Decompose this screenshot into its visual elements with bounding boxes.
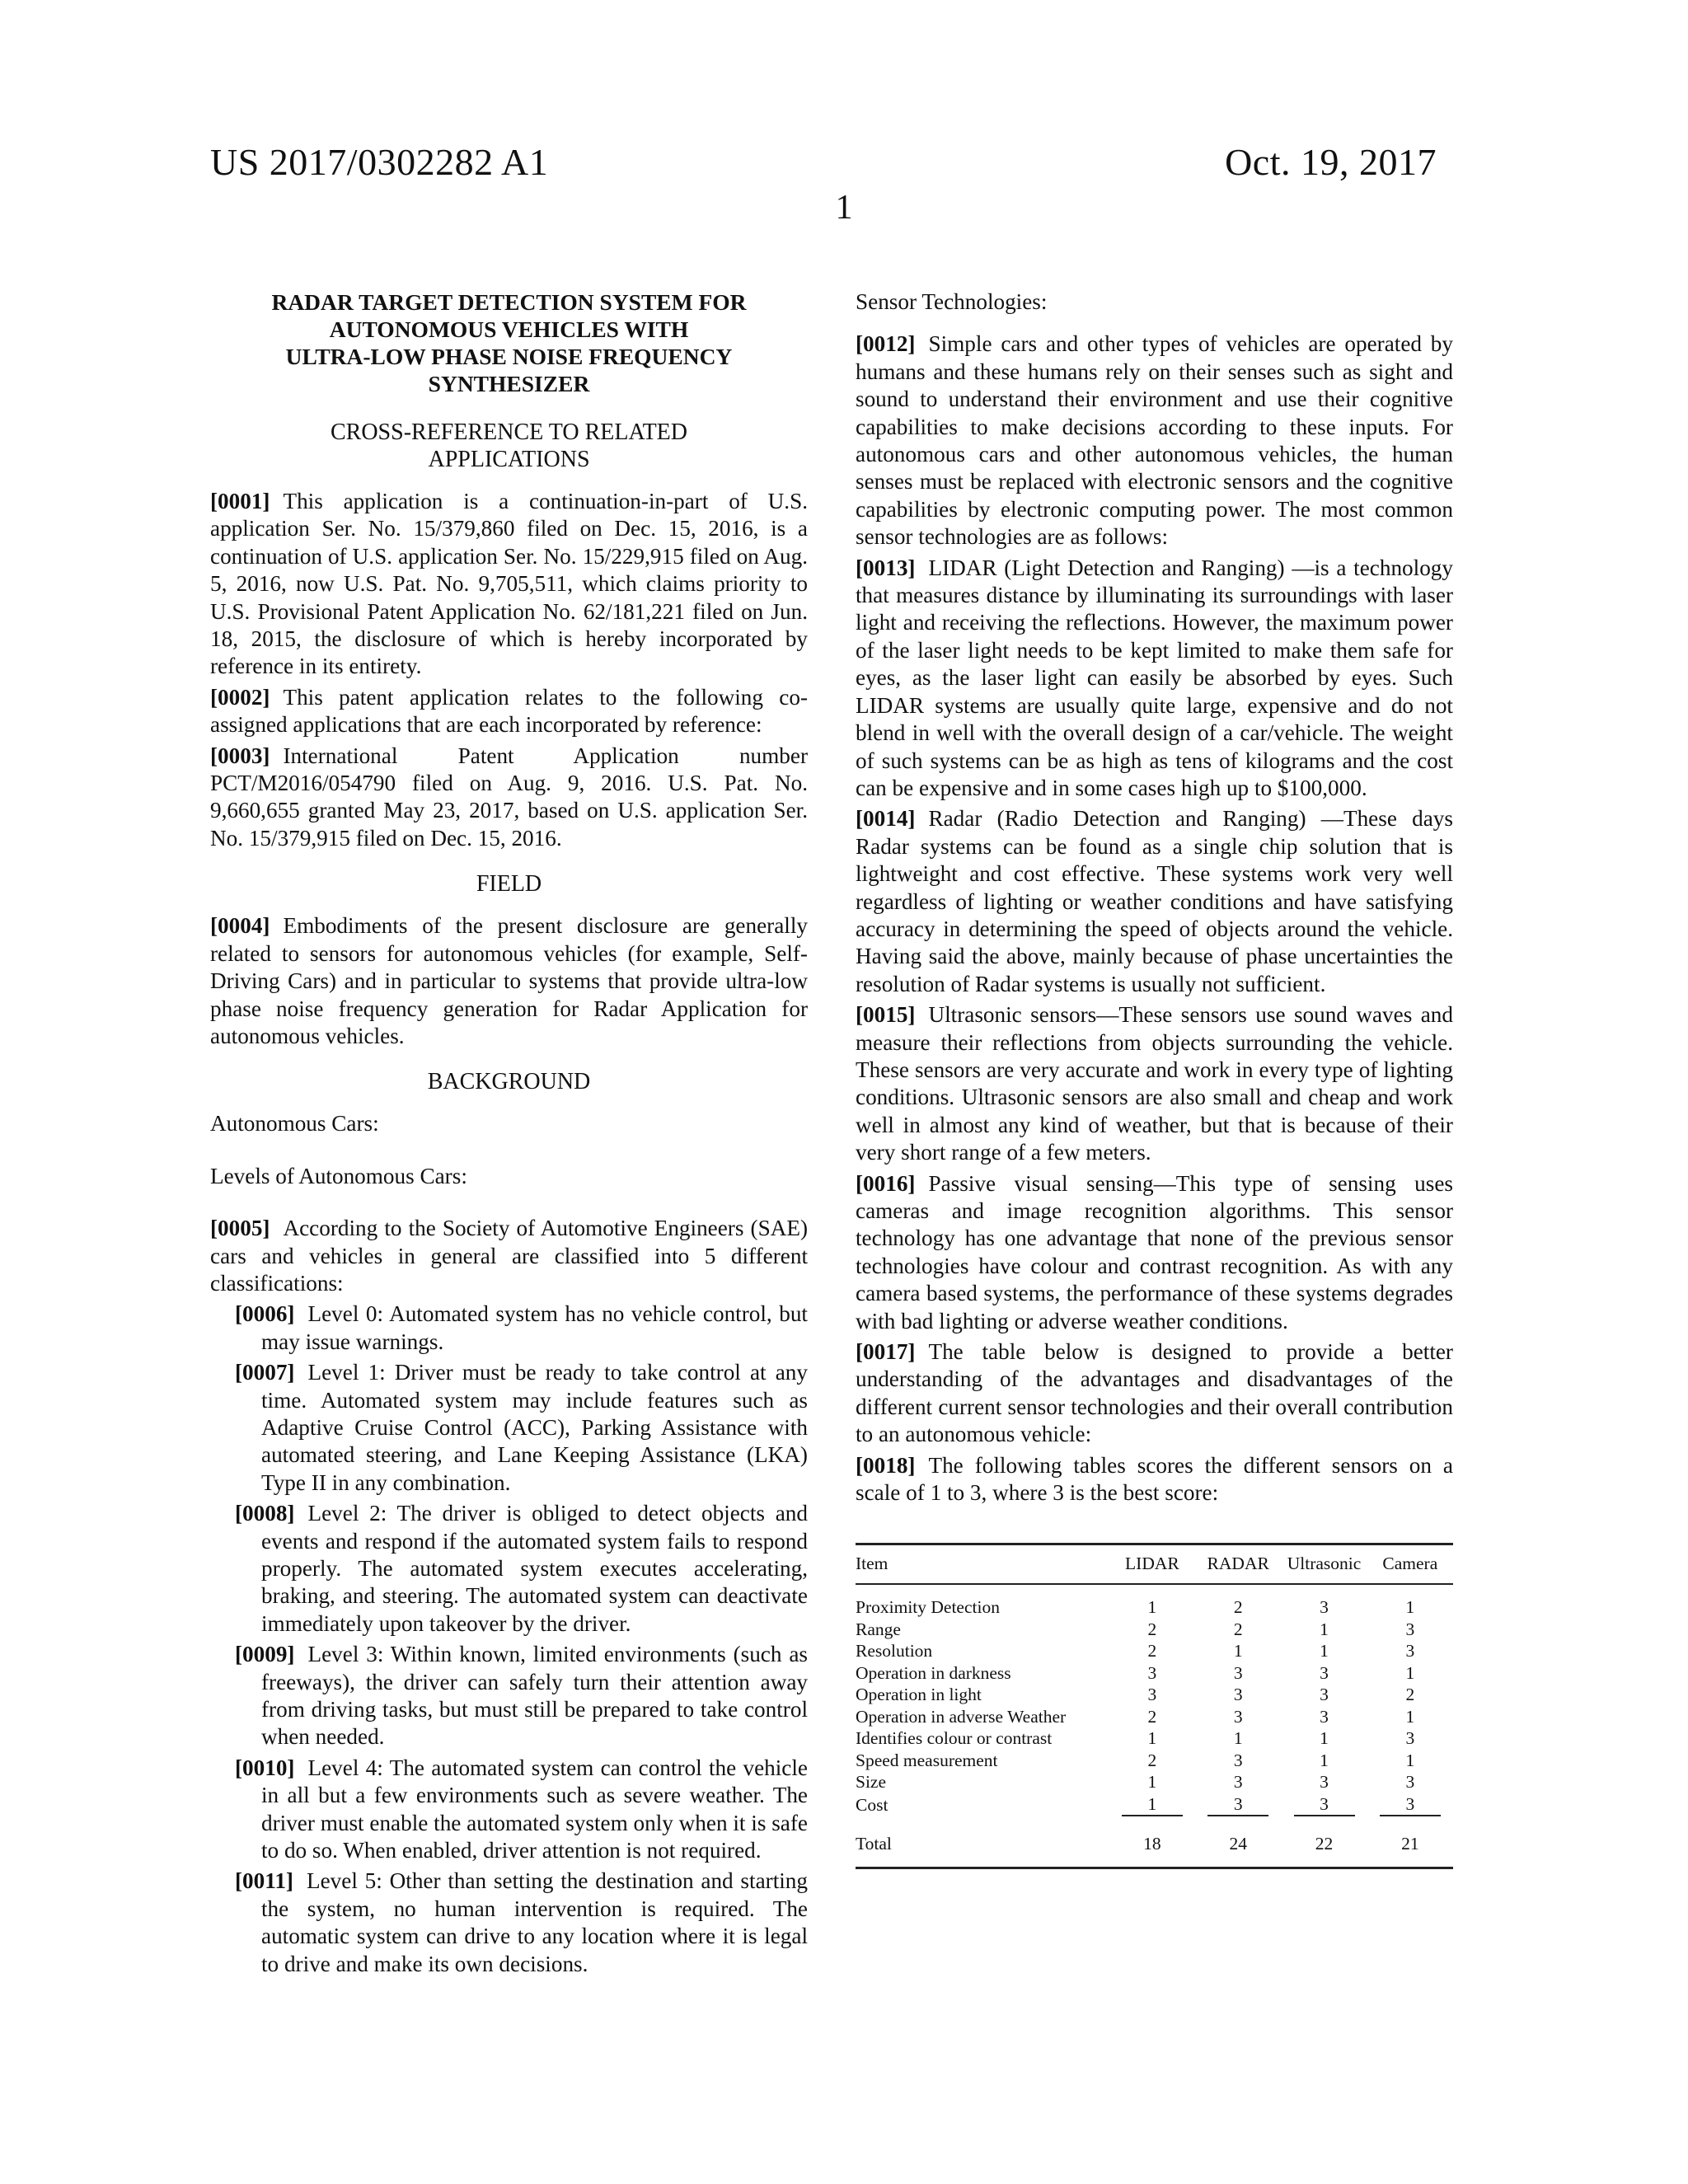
table-cell-value: 3 [1405, 1772, 1415, 1793]
table-cell [1109, 1619, 1195, 1641]
table-row [856, 1727, 1453, 1750]
table-row [856, 1793, 1453, 1822]
title-line: SYNTHESIZER [428, 371, 590, 396]
paragraph-0002 [210, 684, 808, 739]
table-cell [1109, 1640, 1195, 1662]
paragraph-text: Level 2: The driver is obliged to detect objects and events and respond if the automated system fails to respond properly. The automated system executes accelerating, braking, and steering. The automated system can deactivate immediately upon takeover by the driver. [261, 1501, 808, 1636]
background-heading: BACKGROUND [427, 1069, 591, 1095]
table-row [856, 1706, 1453, 1728]
table-cell-value: 2 [1405, 1685, 1415, 1705]
paragraph-0016 [856, 1170, 1453, 1335]
table-cell [856, 1750, 1109, 1772]
table-cell [856, 1584, 1109, 1619]
table-cell-value: 1 [1320, 1750, 1329, 1770]
table-cell-value: Operation in darkness [856, 1662, 1011, 1683]
table-cell-value: Operation in adverse Weather [856, 1706, 1067, 1727]
table-cell-value: Proximity Detection [856, 1597, 1000, 1618]
table-cell [856, 1619, 1109, 1641]
paragraph-text: International Patent Application number PCT/M2016/054790 filed on Aug. 9, 2016. U.S. Pat. No. 9,660,655 granted May 23, 2017, based on U.S. application Ser. No. 15/379,915 filed on Dec. 15, 2016. [210, 743, 808, 851]
paragraph-0001 [210, 488, 808, 681]
table-cell-value: 3 [1320, 1597, 1329, 1618]
table-cell-value: 3 [1405, 1619, 1415, 1639]
paragraph-number: [0014] [856, 806, 916, 832]
paragraph-number: [0006] [235, 1301, 295, 1327]
paragraph-0011 [210, 1868, 808, 1978]
table-cell-value: 1 [1122, 1793, 1183, 1817]
table-cell [1281, 1750, 1367, 1772]
paragraph-0005 [210, 1215, 808, 1297]
table-cell [1109, 1662, 1195, 1685]
table-cell-value: 2 [1147, 1706, 1157, 1727]
paragraph-0004 [210, 912, 808, 1050]
table-row [856, 1771, 1453, 1793]
paragraph-0008 [210, 1500, 808, 1638]
title-line: AUTONOMOUS VEHICLES WITH [329, 316, 689, 342]
paragraph-number: [0009] [235, 1642, 295, 1667]
paragraph-number: [0013] [856, 555, 916, 580]
table-cell [1281, 1771, 1367, 1793]
paragraph-number: [0003] [210, 743, 270, 768]
autonomous-cars-subheading: Autonomous Cars: [210, 1111, 379, 1137]
table-cell-value: 2 [1233, 1619, 1243, 1639]
table-cell [856, 1793, 1109, 1822]
table-cell-value: 2 [1147, 1641, 1157, 1661]
table-cell [1195, 1771, 1281, 1793]
paragraph-text: This patent application relates to the following co-assigned applications that are each incorporated by reference: [210, 684, 808, 738]
paragraph-0007 [210, 1359, 808, 1497]
publication-number: US 2017/0302282 A1 [210, 141, 549, 183]
table-cell-value: 2 [1147, 1750, 1157, 1770]
right-column [856, 288, 1453, 1869]
table-cell [1109, 1793, 1195, 1822]
left-column [210, 288, 808, 1981]
paragraph-number: [0011] [235, 1868, 293, 1894]
table-cell [1281, 1640, 1367, 1662]
table-cell-value: 3 [1320, 1706, 1329, 1727]
paragraph-0017 [856, 1338, 1453, 1449]
table-cell [1195, 1619, 1281, 1641]
table-cell [1367, 1750, 1453, 1772]
table-cell [1281, 1793, 1367, 1822]
table-cell [1367, 1640, 1453, 1662]
levels-subheading: Levels of Autonomous Cars: [210, 1163, 467, 1188]
paragraph-0009 [210, 1641, 808, 1751]
page-number: 1 [835, 189, 853, 227]
table-cell-value: 1 [1233, 1728, 1243, 1749]
table-row [856, 1619, 1453, 1641]
table-cell [1195, 1640, 1281, 1662]
table-cell [1367, 1584, 1453, 1619]
table-cell-value: 3 [1207, 1793, 1268, 1817]
table-cell-value: 1 [1405, 1597, 1415, 1618]
table-cell-value: 3 [1233, 1750, 1243, 1770]
table-cell-value: 1 [1233, 1641, 1243, 1661]
table-cell-value: 3 [1233, 1706, 1243, 1727]
table-cell: 21 [1367, 1821, 1453, 1868]
table-cell [856, 1662, 1109, 1685]
table-cell-value: 3 [1147, 1685, 1157, 1705]
table-cell-value: Identifies colour or contrast [856, 1728, 1053, 1749]
paragraph-text: The table below is designed to provide a better understanding of the advantages and disadvantages of the different current sensor technologies and their overall contribution to an autonomous vehicle: [856, 1339, 1453, 1447]
paragraph-text: Passive visual sensing—This type of sensing uses cameras and image recognition algorithms. This sensor technology has one advantage that none of the previous sensor technologies have colour and contrast recognition. As with any camera based systems, the performance of these systems degrades with bad lighting or adverse weather conditions. [856, 1170, 1453, 1333]
table-header-row [856, 1544, 1453, 1585]
title-line: RADAR TARGET DETECTION SYSTEM FOR [271, 289, 747, 315]
table-cell: 24 [1195, 1821, 1281, 1868]
table-cell: 18 [1109, 1821, 1195, 1868]
table-cell [1367, 1662, 1453, 1685]
table-header-cell: Ultrasonic [1281, 1544, 1367, 1585]
table-cell-value: Resolution [856, 1641, 933, 1661]
table-cell-value: 1 [1405, 1662, 1415, 1683]
table-cell-value: 1 [1405, 1750, 1415, 1770]
paragraph-number: [0010] [235, 1755, 295, 1780]
paragraph-0010 [210, 1755, 808, 1865]
paragraph-text: Level 5: Other than setting the destination and starting the system, no human intervention is required. The automatic system can drive to any location where it is legal to drive and make its own decisions. [261, 1868, 808, 1976]
table-cell-value: Range [856, 1619, 901, 1639]
table-cell-value: 1 [1147, 1772, 1157, 1793]
paragraph-text: Level 1: Driver must be ready to take control at any time. Automated system may include features such as Adaptive Cruise Control (ACC), Parking Assistance with automated steering, and Lane Keeping Assistance (LKA) Type II in any combination. [261, 1360, 808, 1495]
table-cell [856, 1684, 1109, 1706]
paragraph-text: This application is a continuation-in-part of U.S. application Ser. No. 15/379,860 filed on Dec. 15, 2016, is a continuation of U.S. application Ser. No. 15/229,915 filed on Aug. 5, 2016, now U.S. Pat. No. 9,705,511, which claims priority to U.S. Provisional Patent Application No. 62/181,221 filed on Jun. 18, 2015, the disclosure of which is hereby incorporated by reference in its entirety. [210, 489, 808, 679]
paragraph-text: LIDAR (Light Detection and Ranging) —is a technology that measures distance by illuminating its surroundings with laser light and receiving the reflections. However, the maximum power of the laser light needs to be kept limited to make them safe for eyes, as the laser light can easily be absorbed by eyes. Such LIDAR systems are usually quite large, expensive and do not blend in well with the overall design of a car/vehicle. The weight of such systems can be as high as tens of kilograms and the cost can be expensive and in some cases high up to $100,000. [856, 555, 1453, 800]
paragraph-0012 [856, 330, 1453, 551]
heading-line: APPLICATIONS [428, 447, 590, 472]
table-cell [1281, 1584, 1367, 1619]
table-cell [1281, 1706, 1367, 1728]
paragraph-text: The following tables scores the different sensors on a scale of 1 to 3, where 3 is the best score: [856, 1452, 1453, 1506]
table-row [856, 1584, 1453, 1619]
paragraph-number: [0015] [856, 1002, 916, 1028]
paragraph-text: Radar (Radio Detection and Ranging) —These days Radar systems can be found as a single chip solution that is lightweight and cost effective. These systems work very well regardless of lighting or weather conditions and have satisfying accuracy in determining the speed of objects around the vehicle. Having said the above, mainly because of phase uncertainties the resolution of Radar systems is usually not sufficient. [856, 806, 1453, 996]
table-cell [1195, 1727, 1281, 1750]
table-cell-value: 1 [1147, 1728, 1157, 1749]
paragraph-number: [0002] [210, 684, 270, 710]
table-cell [856, 1640, 1109, 1662]
patent-title [210, 288, 808, 397]
table-cell [1195, 1750, 1281, 1772]
publication-date: Oct. 19, 2017 [1225, 141, 1437, 183]
table-cell-value: Operation in light [856, 1685, 982, 1705]
heading-line: CROSS-REFERENCE TO RELATED [330, 419, 687, 445]
table-cell-value: 3 [1233, 1772, 1243, 1793]
table-header-cell: RADAR [1195, 1544, 1281, 1585]
table-cell [856, 1727, 1109, 1750]
table-cell [1195, 1793, 1281, 1822]
table-cell [1367, 1619, 1453, 1641]
table-cell [1281, 1619, 1367, 1641]
table-cell [1109, 1750, 1195, 1772]
paragraph-0014 [856, 805, 1453, 998]
paragraph-0018 [856, 1452, 1453, 1507]
paragraph-text: Level 0: Automated system has no vehicle control, but may issue warnings. [261, 1301, 808, 1354]
paragraph-text: According to the Society of Automotive Engineers (SAE) cars and vehicles in general are classified into 5 different classifications: [210, 1216, 808, 1296]
paragraph-number: [0001] [210, 489, 270, 513]
table-cell [1109, 1684, 1195, 1706]
field-heading: FIELD [476, 871, 542, 898]
table-cell-value: 3 [1320, 1662, 1329, 1683]
table-cell-value: 3 [1147, 1662, 1157, 1683]
table-cell-value: 2 [1147, 1619, 1157, 1639]
paragraph-number: [0016] [856, 1170, 916, 1196]
paragraph-number: [0012] [856, 331, 916, 357]
paragraph-text: Simple cars and other types of vehicles are operated by humans and these humans rely on their senses such as sight and sound to understand their environment and use their cognitive capabilities to make decisions according to these inputs. For autonomous cars and other autonomous vehicles, the human senses must be replaced with electronic sensors and the cognitive capabilities by electronic computing power. The most common sensor technologies are as follows: [856, 331, 1453, 550]
table-header-cell: Camera [1367, 1544, 1453, 1585]
table-header-cell: LIDAR [1109, 1544, 1195, 1585]
table-cell [1281, 1727, 1367, 1750]
table-cell-value: 1 [1320, 1728, 1329, 1749]
table-cell-value: 1 [1320, 1641, 1329, 1661]
table-cell-value: 3 [1405, 1641, 1415, 1661]
table-cell [856, 1706, 1109, 1728]
table-row [856, 1684, 1453, 1706]
table-cell [1367, 1771, 1453, 1793]
table-cell [1195, 1684, 1281, 1706]
table-cell-value: 1 [1405, 1706, 1415, 1727]
table-cell [1109, 1706, 1195, 1728]
table-cell [1109, 1584, 1195, 1619]
table-cell [1195, 1584, 1281, 1619]
table-cell [1367, 1684, 1453, 1706]
paragraph-text: Embodiments of the present disclosure are generally related to sensors for autonomous vehicles (for example, Self-Driving Cars) and in particular to systems that provide ultra-low phase noise frequency generation for Radar Application for autonomous vehicles. [210, 913, 808, 1048]
table-cell-value: 3 [1294, 1793, 1355, 1817]
table-cell [856, 1771, 1109, 1793]
paragraph-number: [0017] [856, 1339, 916, 1365]
table-cell-value: 3 [1320, 1772, 1329, 1793]
title-line: ULTRA-LOW PHASE NOISE FREQUENCY [285, 344, 733, 369]
paragraph-text: Ultrasonic sensors—These sensors use sound waves and measure their reflections from objects surrounding the vehicle. These sensors are very accurate and work in every type of lighting conditions. Ultrasonic sensors are also small and cheap and work well in almost any kind of weather, but that is because of their very short range of a few meters. [856, 1002, 1453, 1165]
table-cell-value: 1 [1320, 1619, 1329, 1639]
crossref-heading [210, 419, 808, 473]
table-cell [1367, 1706, 1453, 1728]
table-cell: Total [856, 1821, 1109, 1868]
sensor-technologies-subheading: Sensor Technologies: [856, 289, 1048, 314]
table-cell [1195, 1706, 1281, 1728]
table-cell-value: 2 [1233, 1597, 1243, 1618]
table-cell [1367, 1727, 1453, 1750]
table-cell-value: Size [856, 1772, 887, 1793]
paragraph-number: [0007] [235, 1360, 295, 1385]
table-cell [1281, 1662, 1367, 1685]
paragraph-text: Level 4: The automated system can control the vehicle in all but a few environments such as severe weather. The driver must enable the automated system only when it is safe to do so. When enabled, driver attention is not required. [261, 1755, 808, 1863]
table-cell-value: Cost [856, 1794, 889, 1815]
table-cell: 22 [1281, 1821, 1367, 1868]
paragraph-number: [0005] [210, 1216, 270, 1241]
table-total-row [856, 1821, 1453, 1868]
paragraph-number: [0008] [235, 1501, 295, 1526]
table-row [856, 1662, 1453, 1685]
sensor-score-table [856, 1543, 1453, 1869]
table-cell-value: 1 [1147, 1597, 1157, 1618]
paragraph-number: [0018] [856, 1452, 916, 1478]
table-cell [1109, 1771, 1195, 1793]
table-cell-value: 3 [1233, 1662, 1243, 1683]
table-cell-value: Speed measurement [856, 1750, 998, 1770]
table-cell-value: 3 [1380, 1793, 1441, 1817]
table-cell [1281, 1684, 1367, 1706]
table-cell-value: 3 [1320, 1685, 1329, 1705]
table-row [856, 1750, 1453, 1772]
table-cell-value: 3 [1405, 1728, 1415, 1749]
table-header-cell: Item [856, 1544, 1109, 1585]
paragraph-0013 [856, 555, 1453, 803]
table-row [856, 1640, 1453, 1662]
table-cell [1109, 1727, 1195, 1750]
paragraph-text: Level 3: Within known, limited environments (such as freeways), the driver can safely turn their attention away from driving tasks, but must still be prepared to take control when needed. [261, 1642, 808, 1750]
table-cell [1367, 1793, 1453, 1822]
paragraph-number: [0004] [210, 913, 270, 939]
table-cell-value: 3 [1233, 1685, 1243, 1705]
table-cell [1195, 1662, 1281, 1685]
paragraph-0015 [856, 1001, 1453, 1166]
paragraph-0003 [210, 743, 808, 853]
paragraph-0006 [210, 1301, 808, 1356]
